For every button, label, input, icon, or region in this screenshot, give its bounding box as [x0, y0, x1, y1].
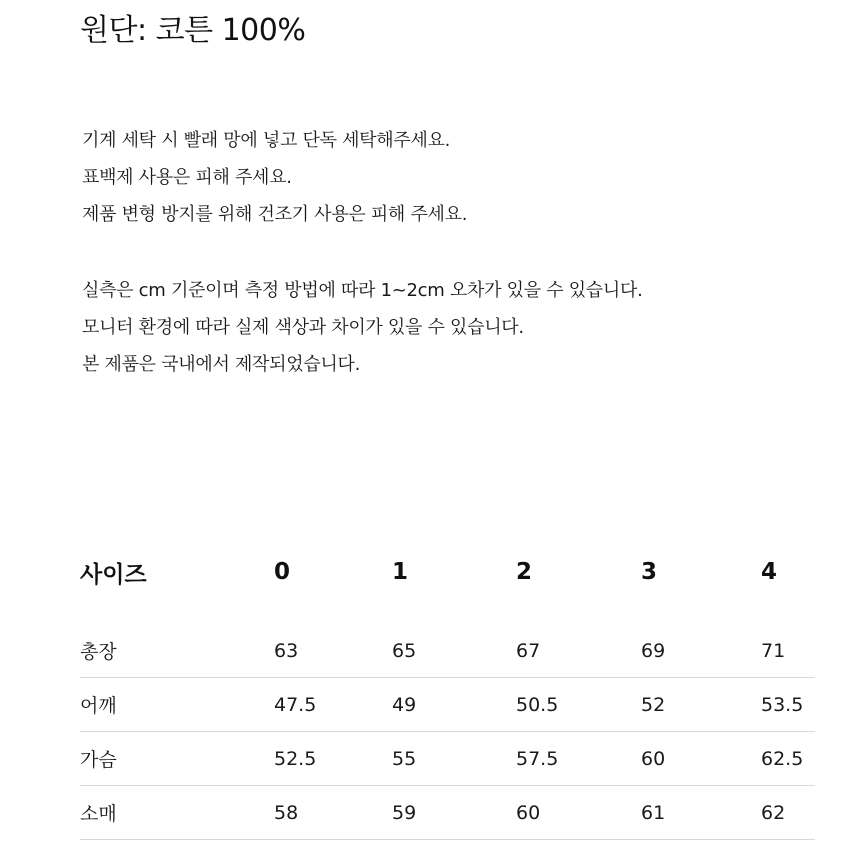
- care-note: 표백제 사용은 피해 주세요.: [82, 167, 292, 188]
- size-header-cell: 3: [641, 559, 658, 585]
- size-header-row: [80, 542, 815, 602]
- table-row: [80, 732, 815, 786]
- size-header-label: 사이즈: [80, 561, 147, 588]
- size-header-cell: 4: [761, 559, 778, 585]
- size-header-cell: 0: [274, 559, 291, 585]
- size-header-cell: 2: [516, 559, 533, 585]
- table-row: [80, 786, 815, 840]
- table-cell: 62: [761, 786, 815, 840]
- table-cell: 53.5: [761, 678, 815, 732]
- row-label: 가슴: [80, 732, 274, 786]
- size-header-cell: 1: [392, 559, 409, 585]
- table-cell: 57.5: [516, 732, 641, 786]
- table-cell: 50.5: [516, 678, 641, 732]
- info-note: 모니터 환경에 따라 실제 색상과 차이가 있을 수 있습니다.: [82, 317, 524, 338]
- table-cell: 62.5: [761, 732, 815, 786]
- row-label: 총장: [80, 602, 274, 678]
- care-note: 제품 변형 방지를 위해 건조기 사용은 피해 주세요.: [82, 204, 468, 225]
- table-row: [80, 678, 815, 732]
- table-cell: 69: [641, 602, 761, 678]
- row-label: 소매: [80, 786, 274, 840]
- table-cell: 52.5: [274, 732, 392, 786]
- row-label: 어깨: [80, 678, 274, 732]
- table-cell: 47.5: [274, 678, 392, 732]
- table-row: [80, 602, 815, 678]
- table-cell: 61: [641, 786, 761, 840]
- table-cell: 65: [392, 602, 516, 678]
- info-note: 본 제품은 국내에서 제작되었습니다.: [82, 354, 361, 375]
- table-cell: 52: [641, 678, 761, 732]
- table-cell: 63: [274, 602, 392, 678]
- table-cell: 67: [516, 602, 641, 678]
- table-cell: 60: [516, 786, 641, 840]
- table-cell: 60: [641, 732, 761, 786]
- info-note: 실측은 cm 기준이며 측정 방법에 따라 1~2cm 오차가 있을 수 있습니다.: [82, 280, 643, 301]
- table-cell: 59: [392, 786, 516, 840]
- table-cell: 58: [274, 786, 392, 840]
- table-cell: 71: [761, 602, 815, 678]
- fabric-title: 원단: 코튼 100%: [80, 13, 306, 48]
- table-cell: 49: [392, 678, 516, 732]
- product-info-notes: [82, 272, 643, 383]
- size-chart-table: [80, 542, 815, 840]
- table-cell: 55: [392, 732, 516, 786]
- care-instructions: [82, 122, 467, 233]
- care-note: 기계 세탁 시 빨래 망에 넣고 단독 세탁해주세요.: [82, 130, 451, 151]
